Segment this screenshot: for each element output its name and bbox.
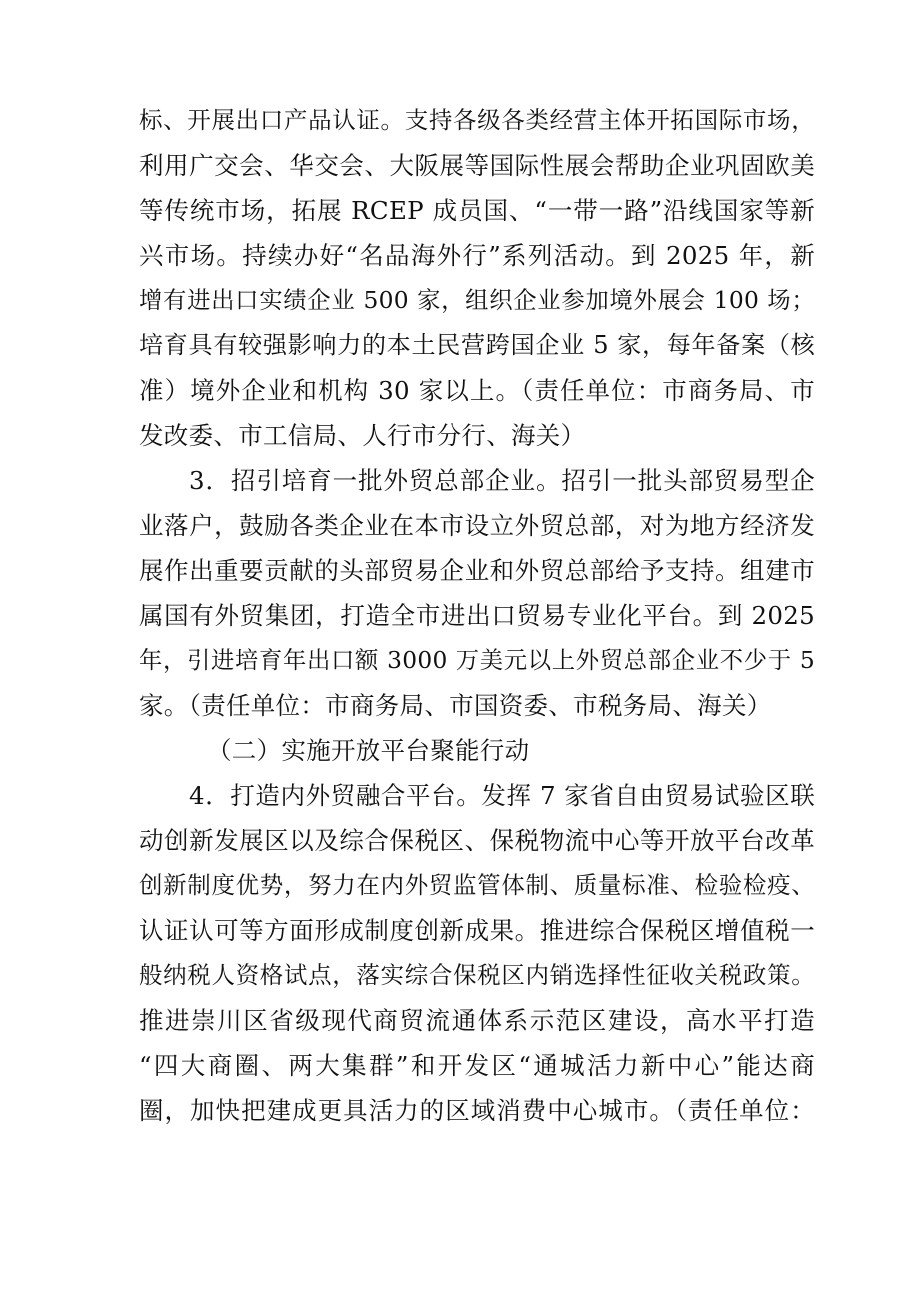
text-line: 展作出重要贡献的头部贸易企业和外贸总部给予支持。组建市 bbox=[139, 556, 815, 585]
section-heading: （二）实施开放平台聚能行动 bbox=[207, 736, 530, 765]
text-line: 标、开展出口产品认证。支持各级各类经营主体开拓国际市场， bbox=[139, 106, 815, 134]
text-line: 发改委、市工信局、人行市分行、海关） bbox=[139, 421, 586, 450]
text-line: 业落户，鼓励各类企业在本市设立外贸总部，对为地方经济发 bbox=[139, 511, 815, 540]
text-line: 准）境外企业和机构 30 家以上。（责任单位：市商务局、市 bbox=[139, 376, 815, 405]
text-line: 认证认可等方面形成制度创新成果。推进综合保税区增值税一 bbox=[139, 916, 815, 945]
text-line: 推进崇川区省级现代商贸流通体系示范区建设，高水平打造 bbox=[139, 1006, 815, 1035]
text-line: “四大商圈、两大集群”和开发区“通城活力新中心”能达商 bbox=[139, 1051, 815, 1080]
text-line: 般纳税人资格试点，落实综合保税区内销选择性征收关税政策。 bbox=[139, 961, 815, 989]
text-line: 动创新发展区以及综合保税区、保税物流中心等开放平台改革 bbox=[139, 826, 815, 855]
paragraph-heading-item-3: 3．招引培育一批外贸总部企业。招引一批头部贸易型企 bbox=[189, 466, 815, 495]
text-line: 利用广交会、华交会、大阪展等国际性展会帮助企业巩固欧美 bbox=[139, 151, 815, 180]
text-line: 兴市场。持续办好“名品海外行”系列活动。到 2025 年，新 bbox=[139, 241, 815, 270]
text-line: 属国有外贸集团，打造全市进出口贸易专业化平台。到 2025 bbox=[139, 601, 815, 630]
text-line: 家。（责任单位：市商务局、市国资委、市税务局、海关） bbox=[139, 691, 772, 720]
text-line: 等传统市场，拓展 RCEP 成员国、“一带一路”沿线国家等新 bbox=[139, 196, 815, 225]
text-line: 圈，加快把建成更具活力的区域消费中心城市。（责任单位： bbox=[139, 1096, 815, 1125]
text-line: 培育具有较强影响力的本土民营跨国企业 5 家，每年备案（核 bbox=[139, 331, 815, 359]
paragraph-heading-item-4: 4．打造内外贸融合平台。发挥 7 家省自由贸易试验区联 bbox=[189, 781, 815, 810]
text-line: 增有进出口实绩企业 500 家，组织企业参加境外展会 100 场； bbox=[139, 286, 815, 314]
document-body bbox=[139, 98, 815, 1133]
text-line: 年，引进培育年出口额 3000 万美元以上外贸总部企业不少于 5 bbox=[139, 646, 815, 674]
text-line: 创新制度优势，努力在内外贸监管体制、质量标准、检验检疫、 bbox=[139, 871, 815, 899]
